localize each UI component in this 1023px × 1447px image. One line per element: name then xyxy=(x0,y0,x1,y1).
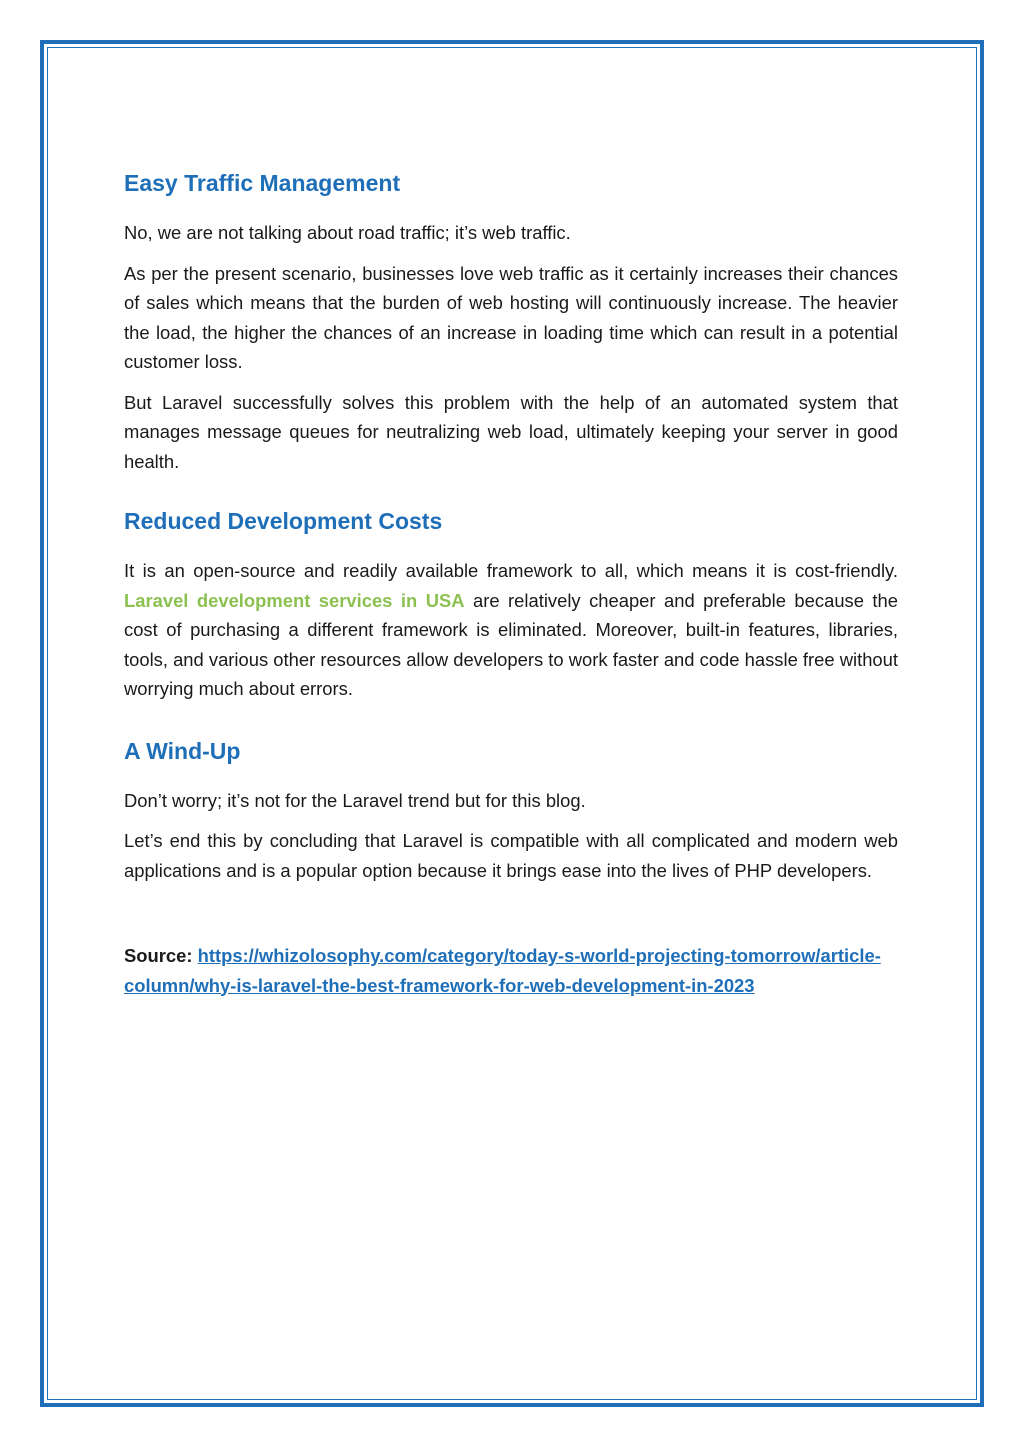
section-heading: Reduced Development Costs xyxy=(124,508,443,534)
paragraph: No, we are not talking about road traffic; it’s web traffic. xyxy=(124,222,571,243)
source-label: Source: xyxy=(124,945,193,966)
source-link[interactable]: https://whizolosophy.com/category/today-s-world-projecting-tomorrow/article-column/why-is-laravel-the-best-framework-for-web-development-in-2023 xyxy=(124,945,881,996)
paragraph xyxy=(124,556,898,704)
laravel-services-link[interactable]: Laravel development services in USA xyxy=(124,589,465,611)
section-wind-up xyxy=(124,734,898,886)
paragraph: Don’t worry; it’s not for the Laravel trend but for this blog. xyxy=(124,789,586,811)
paragraph: Let’s end this by concluding that Laravel is compatible with all complicated and modern web applications and is a popular option because it brings ease into the lives of PHP developers. xyxy=(124,830,898,881)
section-heading: Easy Traffic Management xyxy=(124,170,401,196)
section-heading: A Wind-Up xyxy=(124,737,241,764)
paragraph-text: It is an open-source and readily available framework to all, which means it is cost-friendly. xyxy=(124,560,898,581)
document-body xyxy=(124,166,898,1000)
section-easy-traffic-management xyxy=(124,166,898,476)
paragraph-text: are relatively cheaper and preferable because the cost of purchasing a different framework is eliminated. Moreover, built-in features, libraries, tools, and various other resources allow developers to work faster and code hassle free without worrying much about errors. xyxy=(124,589,899,699)
paragraph: As per the present scenario, businesses love web traffic as it certainly increases their chances of sales which means that the burden of web hosting will continuously increase. The heavier the load, the higher the chances of an increase in loading time which can result in a potential customer loss. xyxy=(124,262,898,372)
section-reduced-development-costs xyxy=(124,504,898,704)
paragraph: But Laravel successfully solves this problem with the help of an automated system that manages message queues for neutralizing web load, ultimately keeping your server in good health. xyxy=(124,391,898,472)
source-citation xyxy=(124,941,898,1000)
